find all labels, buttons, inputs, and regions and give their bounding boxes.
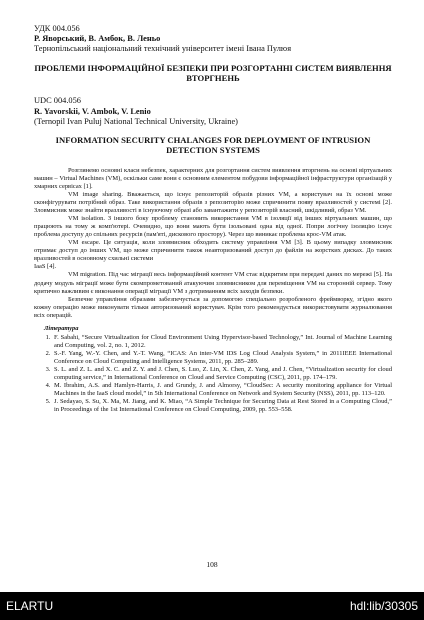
references-list	[34, 334, 392, 414]
udc-ukr: УДК 004.056	[34, 24, 80, 33]
paragraph-continuation: IaaS [4].	[34, 263, 57, 271]
reference-item: 3. S. L. and Z. L. and X. C. and Z. Y. and J. Chen, S. Luo, Z. Lin, X. Chen, Z. Yang, and J. Chen, “Virtualization security for cloud computing service,” in International Conference on Cloud and Service Computing (CSC), 2011, pp. 174–179.	[52, 366, 392, 382]
reference-item: 2. S.-F. Yang, W.-Y. Chen, and Y.-T. Wang, “ICAS: An inter-VM IDS Log Cloud Analysis System,” in 2011IEEE International Conference on Cloud Computing and Intelligence Systems, 2011, pp. 285–289.	[52, 350, 392, 366]
paragraph: Розглянемо основні класи небезпек, характерних для розгортання систем виявлення вторгнень на основі віртуальних машин – Virtual Machines (VM), оскільки саме вони є основним елементом побудови інформаційної інфраструктури організацій у хмарних сервісах [1].	[34, 166, 392, 190]
handle-id: hdl:lib/30305	[349, 599, 418, 613]
ukr-header	[34, 24, 392, 55]
repository-footer-bar	[0, 592, 424, 620]
article-content	[34, 24, 392, 414]
paragraph: VM migration. Під час міграції весь інформаційний контент VM стає відкритим при передачі даних по мережі [5]. На додачу модуль міграції може бути скомпрометований атакуючим зловмисником для переміщення VM на сторонній сервер. Тому критично важливим є виконання операції міграції VM з дотриманням всіх заходів безпеки.	[34, 271, 392, 295]
title-eng: INFORMATION SECURITY CHALANGES FOR DEPLOYMENT OF INTRUSION DETECTION SYSTEMS	[55, 135, 371, 156]
references-heading: Література	[44, 324, 79, 332]
references-section	[34, 325, 392, 415]
authors-ukr: Р. Яворський, В. Амбок, В. Леньо	[34, 34, 161, 44]
udc-eng: UDC 004.056	[34, 96, 81, 106]
affiliation-eng: (Ternopil Ivan Puluj National Technical University, Ukraine)	[34, 116, 238, 126]
paragraph: VM escape. Це ситуація, коли зловмисник обходить систему управління VM [3]. В цьому випадку зловмисник отримає доступ до інших VM, що може спричинити також неавторизований доступ до файлів на жорстких дисках. До таких вразливостей в основному схильні системи	[34, 239, 392, 263]
article-body	[34, 167, 392, 320]
reference-item: 1. F. Sabahi, “Secure Virtualization for Cloud Environment Using Hypervisor-based Technology,” Int. Journal of Machine Learning and Computing, vol. 2, no. 1, 2012.	[52, 334, 392, 350]
reference-item: 5. J. Sedayao, S. Su, X. Ma, M. Jiang, and K. Miao, “A Simple Technique for Securing Data at Rest Stored in a Computing Cloud,” in Proceedings of the 1st International Conference on Cloud Computing, 2009, pp. 553–558.	[52, 398, 392, 414]
repository-name: ELARTU	[6, 599, 54, 613]
paragraph: Безпечне управління образами забезпечується за допомогою спеціально розробленого фреймворку, згідно якого кожну операцію може виконувати тільки авторизований користувач. Крім того рекомендується використовувати журналювання всіх операцій.	[34, 295, 392, 319]
authors-eng: R. Yavorskii, V. Ambok, V. Lenio	[34, 106, 151, 116]
title-ukr: ПРОБЛЕМИ ІНФОРМАЦІЙНОЇ БЕЗПЕКИ ПРИ РОЗГОРТАННІ СИСТЕМ ВИЯВЛЕННЯ ВТОРГНЕНЬ	[34, 62, 392, 84]
affiliation-ukr: Тернопільський національний технічний університет імені Івана Пулюя	[34, 44, 292, 54]
page-number: 108	[206, 560, 218, 569]
paragraph: VM image sharing. Вважається, що існує репозиторій образів різних VM, а користувач на їх основі може сконфігурувати потрібний образ. Таке використання образів з репозиторію може спричинити появу вразливостей у системі [2]. Зловмисник може знайти вразливості в існуючому образі або завантажити у репозиторій власний, шкідливий, образ VM.	[34, 190, 392, 215]
paragraph: VM isolation. З іншого боку проблему становить використання VM в ізоляції від інших віртуальних машин, що працюють на тому ж комп'ютері. Очевидно, що вони мають бути ізольовані одна від одної. Попри логічну ізоляцію існує проблема доступу до спільних ресурсів (пам'яті, дискового простору). Через що виникає проблема крос-VM атак.	[34, 215, 392, 239]
eng-header	[34, 96, 392, 127]
reference-item: 4. M. Ibrahim, A.S. and Hamlyn-Harris, J. and Grundy, J. and Almorsy, “CloudSec: A security monitoring appliance for Virtual Machines in the IaaS cloud model,” in 5th International Conference on Network and System Security (NSS), 2011, pp. 113–120.	[52, 382, 392, 398]
